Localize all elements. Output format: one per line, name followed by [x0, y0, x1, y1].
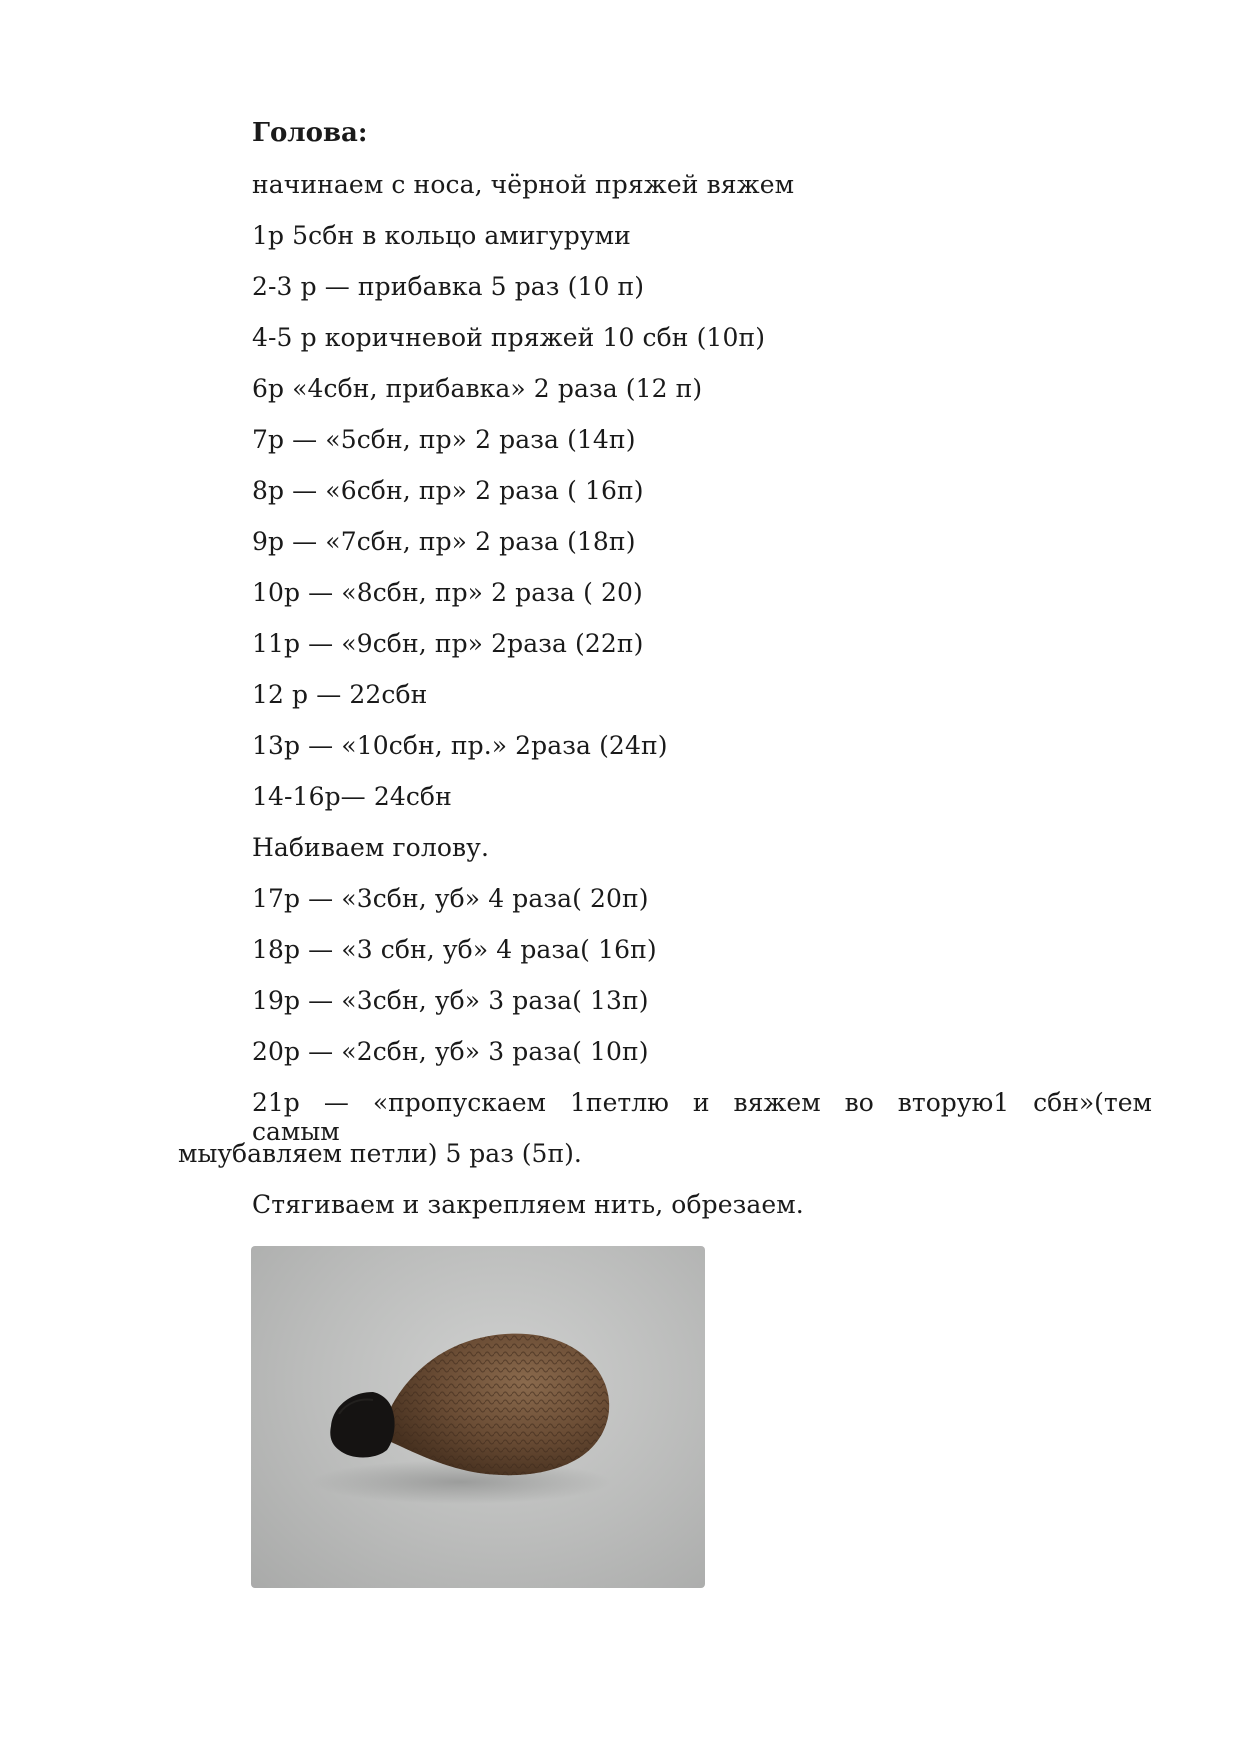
instruction-line: 14-16р— 24сбн: [252, 782, 452, 811]
instruction-line: 19р — «3сбн, уб» 3 раза( 13п): [252, 986, 649, 1015]
instruction-line: 6р «4сбн, прибавка» 2 раза (12 п): [252, 374, 703, 403]
instruction-line: 4-5 р коричневой пряжей 10 сбн (10п): [252, 323, 766, 352]
instruction-line: 7р — «5сбн, пр» 2 раза (14п): [252, 425, 636, 454]
instruction-line: 1р 5сбн в кольцо амигуруми: [252, 221, 631, 250]
instruction-line: 2-3 р — прибавка 5 раз (10 п): [252, 272, 645, 301]
crochet-head-illustration: [251, 1246, 705, 1588]
instruction-line: 20р — «2сбн, уб» 3 раза( 10п): [252, 1037, 649, 1066]
instruction-line: 10р — «8сбн, пр» 2 раза ( 20): [252, 578, 643, 607]
instruction-line: 17р — «3сбн, уб» 4 раза( 20п): [252, 884, 649, 913]
section-heading: Голова:: [252, 118, 368, 148]
instruction-line: 11р — «9сбн, пр» 2раза (22п): [252, 629, 644, 658]
instruction-line: 8р — «6сбн, пр» 2 раза ( 16п): [252, 476, 644, 505]
instruction-line: 12 р — 22сбн: [252, 680, 428, 709]
instruction-paragraph-first-line: 21р — «пропускаем 1петлю и вяжем во вторую1 сбн»(тем самым: [252, 1088, 1152, 1146]
instruction-line: 13р — «10сбн, пр.» 2раза (24п): [252, 731, 668, 760]
instruction-line: 9р — «7сбн, пр» 2 раза (18п): [252, 527, 636, 556]
instruction-line: Набиваем голову.: [252, 833, 490, 862]
closing-line: Стягиваем и закрепляем нить, обрезаем.: [252, 1190, 804, 1219]
instruction-line: начинаем с носа, чёрной пряжей вяжем: [252, 170, 795, 199]
toy-nose-black: [330, 1392, 394, 1458]
instruction-line: 18р — «3 сбн, уб» 4 раза( 16п): [252, 935, 657, 964]
instruction-paragraph-continuation: мыубавляем петли) 5 раз (5п).: [178, 1139, 582, 1168]
crochet-head-photo: [251, 1246, 705, 1588]
